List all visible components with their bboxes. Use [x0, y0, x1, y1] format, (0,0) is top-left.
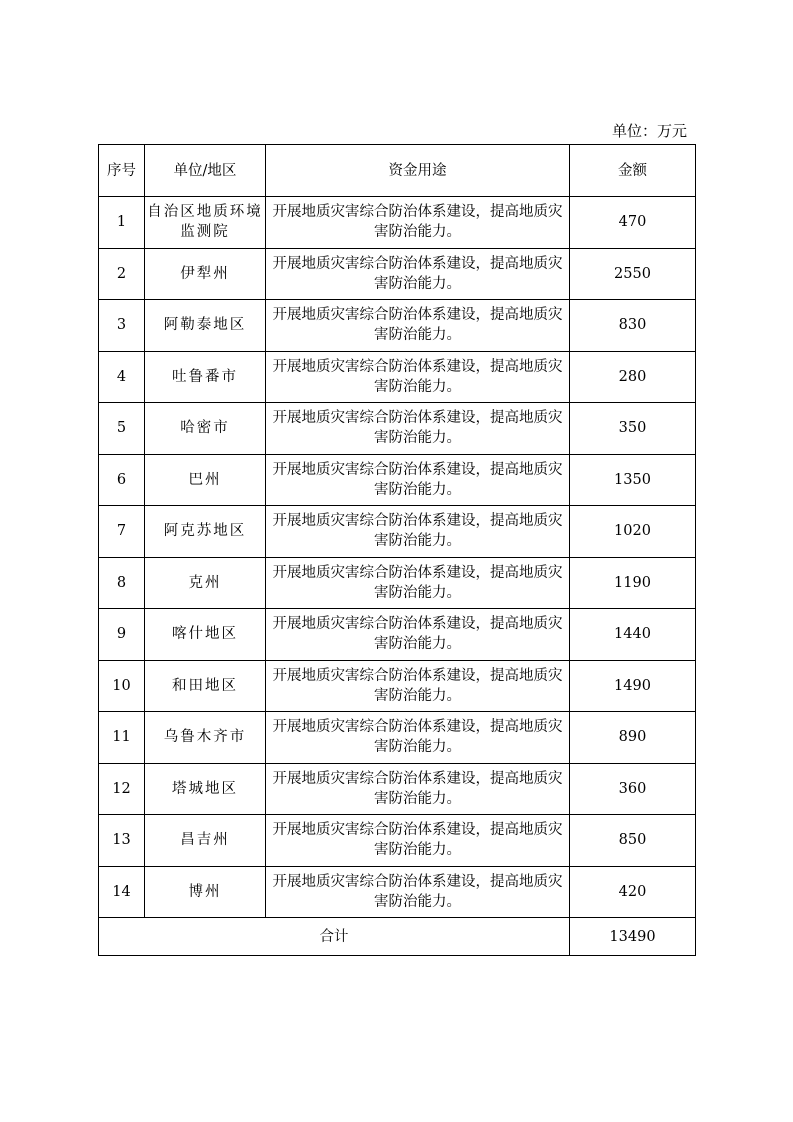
row-index-cell: 4: [99, 351, 145, 403]
table-row: [99, 403, 696, 455]
row-region-cell: 塔城地区: [145, 763, 266, 815]
row-amount-cell: 1190: [570, 557, 696, 609]
table-row: [99, 557, 696, 609]
table-row: [99, 197, 696, 249]
row-index-cell: 1: [99, 197, 145, 249]
table-row: [99, 351, 696, 403]
table-body: [99, 145, 696, 956]
row-purpose-cell: 开展地质灾害综合防治体系建设，提高地质灾害防治能力。: [266, 300, 570, 352]
row-amount-cell: 850: [570, 815, 696, 867]
table-row: [99, 866, 696, 918]
row-region-cell: 乌鲁木齐市: [145, 712, 266, 764]
table-row: [99, 763, 696, 815]
table-row: [99, 506, 696, 558]
funds-table: [98, 144, 696, 956]
row-amount-cell: 1020: [570, 506, 696, 558]
table-row: [99, 660, 696, 712]
row-purpose-cell: 开展地质灾害综合防治体系建设，提高地质灾害防治能力。: [266, 557, 570, 609]
row-purpose-cell: 开展地质灾害综合防治体系建设，提高地质灾害防治能力。: [266, 712, 570, 764]
header-purpose: 资金用途: [266, 145, 570, 197]
unit-label: 单位：万元: [611, 122, 687, 140]
header-region: 单位/地区: [145, 145, 266, 197]
header-amount: 金额: [570, 145, 696, 197]
row-amount-cell: 420: [570, 866, 696, 918]
row-index-cell: 8: [99, 557, 145, 609]
row-amount-cell: 1350: [570, 454, 696, 506]
header-index: 序号: [99, 145, 145, 197]
row-amount-cell: 830: [570, 300, 696, 352]
row-region-cell: 博州: [145, 866, 266, 918]
row-purpose-cell: 开展地质灾害综合防治体系建设，提高地质灾害防治能力。: [266, 763, 570, 815]
row-index-cell: 13: [99, 815, 145, 867]
row-region-cell: 自治区地质环境监测院: [145, 197, 266, 249]
row-index-cell: 9: [99, 609, 145, 661]
row-purpose-cell: 开展地质灾害综合防治体系建设，提高地质灾害防治能力。: [266, 351, 570, 403]
row-amount-cell: 360: [570, 763, 696, 815]
table-row: [99, 300, 696, 352]
row-index-cell: 7: [99, 506, 145, 558]
row-region-cell: 和田地区: [145, 660, 266, 712]
row-region-cell: 阿勒泰地区: [145, 300, 266, 352]
row-index-cell: 14: [99, 866, 145, 918]
row-purpose-cell: 开展地质灾害综合防治体系建设，提高地质灾害防治能力。: [266, 454, 570, 506]
row-region-cell: 阿克苏地区: [145, 506, 266, 558]
row-index-cell: 11: [99, 712, 145, 764]
row-purpose-cell: 开展地质灾害综合防治体系建设，提高地质灾害防治能力。: [266, 660, 570, 712]
row-index-cell: 2: [99, 248, 145, 300]
row-purpose-cell: 开展地质灾害综合防治体系建设，提高地质灾害防治能力。: [266, 815, 570, 867]
row-amount-cell: 890: [570, 712, 696, 764]
row-index-cell: 12: [99, 763, 145, 815]
row-region-cell: 巴州: [145, 454, 266, 506]
row-purpose-cell: 开展地质灾害综合防治体系建设，提高地质灾害防治能力。: [266, 609, 570, 661]
table-row: [99, 712, 696, 764]
row-amount-cell: 1490: [570, 660, 696, 712]
row-purpose-cell: 开展地质灾害综合防治体系建设，提高地质灾害防治能力。: [266, 248, 570, 300]
row-region-cell: 伊犁州: [145, 248, 266, 300]
table-row: [99, 248, 696, 300]
total-label: 合计: [99, 918, 570, 956]
table-row: [99, 454, 696, 506]
row-index-cell: 3: [99, 300, 145, 352]
row-index-cell: 6: [99, 454, 145, 506]
row-amount-cell: 2550: [570, 248, 696, 300]
table-row: [99, 815, 696, 867]
row-amount-cell: 1440: [570, 609, 696, 661]
row-purpose-cell: 开展地质灾害综合防治体系建设，提高地质灾害防治能力。: [266, 403, 570, 455]
total-row: [99, 918, 696, 956]
row-purpose-cell: 开展地质灾害综合防治体系建设，提高地质灾害防治能力。: [266, 866, 570, 918]
row-index-cell: 5: [99, 403, 145, 455]
row-index-cell: 10: [99, 660, 145, 712]
row-region-cell: 哈密市: [145, 403, 266, 455]
row-amount-cell: 470: [570, 197, 696, 249]
table-row: [99, 609, 696, 661]
row-purpose-cell: 开展地质灾害综合防治体系建设，提高地质灾害防治能力。: [266, 197, 570, 249]
row-purpose-cell: 开展地质灾害综合防治体系建设，提高地质灾害防治能力。: [266, 506, 570, 558]
row-region-cell: 克州: [145, 557, 266, 609]
total-amount: 13490: [570, 918, 696, 956]
row-region-cell: 吐鲁番市: [145, 351, 266, 403]
row-amount-cell: 280: [570, 351, 696, 403]
row-region-cell: 昌吉州: [145, 815, 266, 867]
table-header-row: [99, 145, 696, 197]
row-region-cell: 喀什地区: [145, 609, 266, 661]
row-amount-cell: 350: [570, 403, 696, 455]
